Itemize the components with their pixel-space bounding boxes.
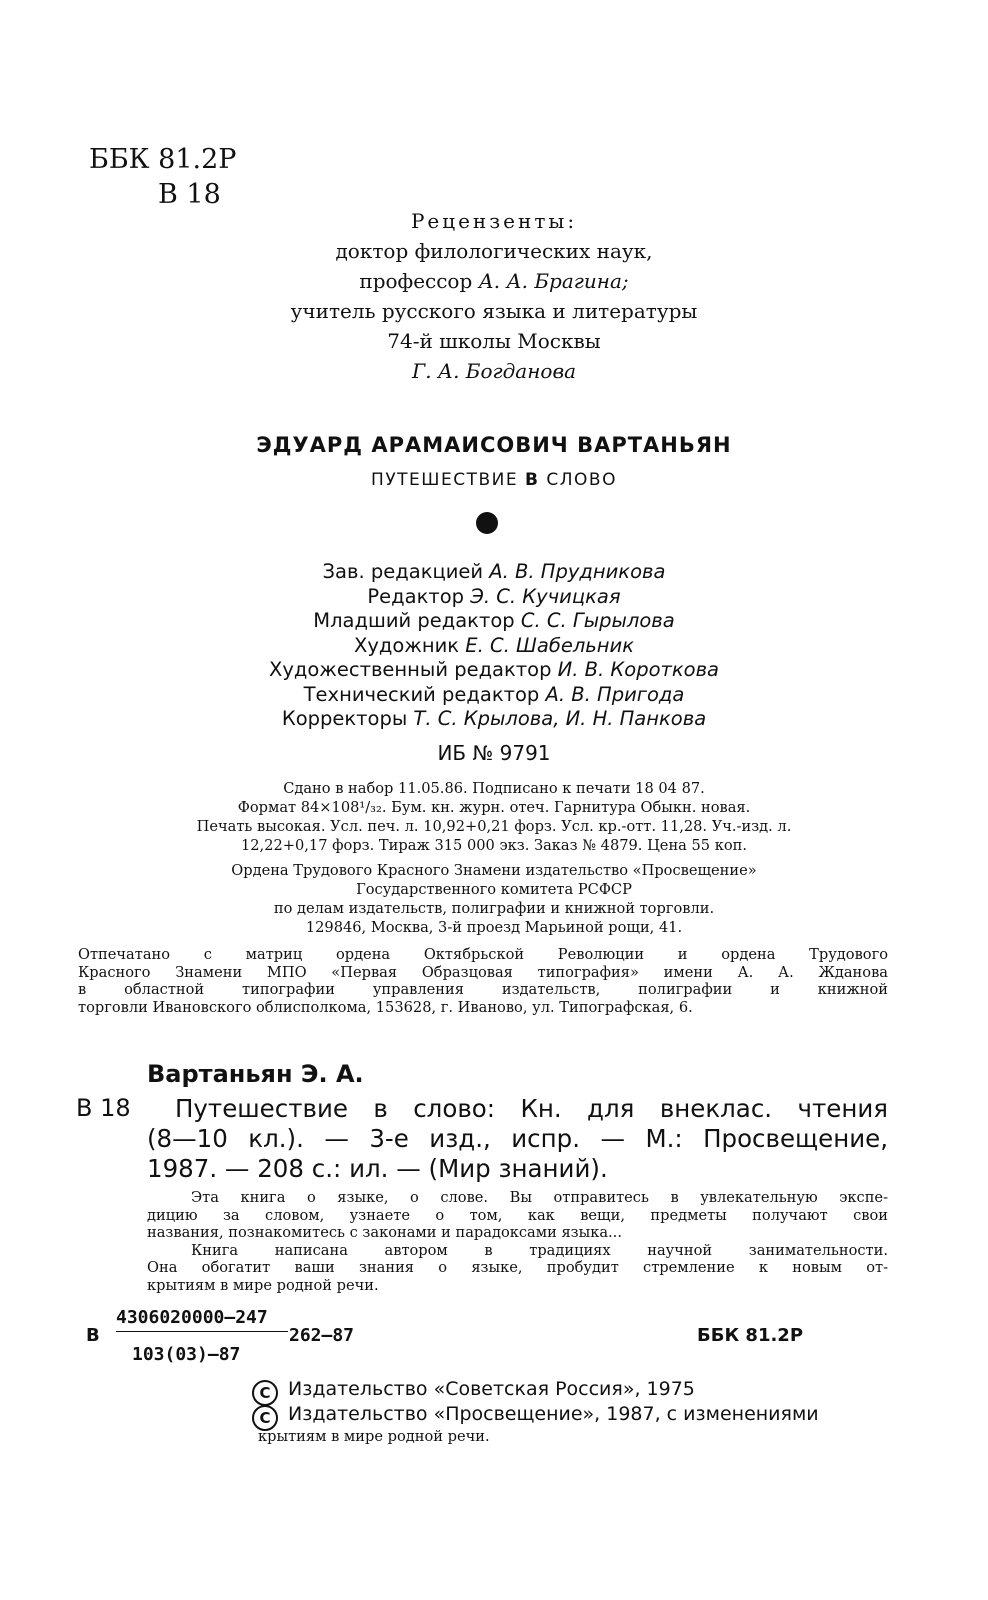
- printing-block: [78, 946, 888, 1016]
- reviewer-1-name: А. А. Брагина;: [478, 269, 629, 293]
- imprint-block: [0, 779, 988, 855]
- reviewers-block: [0, 206, 988, 386]
- copyright-icon: C: [252, 1380, 278, 1406]
- card-line: (8—10 кл.). — 3-е изд., испр. — М.: Просвещение,: [147, 1124, 888, 1153]
- card-description: [147, 1094, 888, 1184]
- staff-role: Технический редактор: [303, 682, 546, 706]
- annotation-line: Она обогатит ваши знания о языке, пробудит стремление к новым от-: [147, 1259, 888, 1276]
- copyright-text: Издательство «Советская Россия», 1975: [288, 1378, 695, 1400]
- book-author: ЭДУАРД АРАМАИСОВИЧ ВАРТАНЬЯН: [256, 433, 732, 457]
- reviewer-1-line: [0, 266, 988, 296]
- annotation-line: крытиям в мире родной речи.: [147, 1276, 379, 1294]
- staff-name: А. В. Прудникова: [489, 560, 666, 583]
- reviewers-heading: Рецензенты:: [410, 209, 578, 233]
- printing-line: торговли Ивановского облисполкома, 153628, г. Иваново, ул. Типографская, 6.: [78, 998, 693, 1016]
- book-title-part2: В: [525, 470, 540, 490]
- bbk-label: ББК 81.2Р: [89, 144, 237, 175]
- staff-row: [0, 560, 988, 585]
- staff-name: Т. С. Крылова, И. Н. Панкова: [413, 707, 707, 730]
- book-title-part3: СЛОВО: [539, 470, 617, 490]
- annotation-line: названия, познакомитесь с законами и парадоксами языка...: [147, 1224, 622, 1241]
- copyright-line-3: крытиям в мире родной речи.: [258, 1428, 490, 1445]
- annotation-line: дицию за словом, узнаете о том, как вещи, предметы получают свои: [147, 1206, 888, 1224]
- catalog-tail: 262—87: [289, 1325, 355, 1346]
- bullet-icon: [476, 512, 498, 534]
- copyright-line-2: [252, 1403, 819, 1431]
- catalog-numerator: 4306020000—247: [116, 1307, 268, 1328]
- staff-row: [0, 707, 988, 732]
- printing-line: в областной типографии управления издательств, полиграфии и книжной: [78, 981, 888, 998]
- reviewer-2-name: Г. А. Богданова: [411, 359, 577, 383]
- imprint-line: Сдано в набор 11.05.86. Подписано к печати 18 04 87.: [283, 780, 705, 797]
- staff-role: Зав. редакцией: [322, 560, 490, 583]
- book-title: [0, 470, 988, 490]
- imprint-line: Формат 84×108¹/₃₂. Бум. кн. журн. отеч. Гарнитура Обыкн. новая.: [237, 799, 751, 816]
- printing-line: Отпечатано с матриц ордена Октябрьской Революции и ордена Трудового: [78, 946, 888, 963]
- staff-role: Художник: [354, 633, 466, 657]
- staff-row: [0, 683, 988, 708]
- staff-row: [0, 609, 988, 634]
- annotation-line: Эта книга о языке, о слове. Вы отправитесь в увлекательную экспе-: [191, 1189, 888, 1206]
- printing-line: Красного Знамени МПО «Первая Образцовая типография» имени А. А. Жданова: [78, 963, 888, 981]
- card-line: 1987. — 208 с.: ил. — (Мир знаний).: [147, 1154, 608, 1183]
- catalog-denominator: 103(03)—87: [132, 1344, 241, 1365]
- staff-block: [0, 560, 988, 732]
- card-author: Вартаньян Э. А.: [147, 1060, 364, 1088]
- staff-name: И. В. Короткова: [557, 658, 720, 681]
- copyright-icon: C: [252, 1405, 278, 1431]
- staff-role: Корректоры: [281, 707, 414, 730]
- publisher-line: Ордена Трудового Красного Знамени издательство «Просвещение»: [231, 862, 757, 879]
- reviewer-1-title: профессор: [359, 269, 479, 293]
- bbk-code: В 18: [158, 179, 221, 210]
- ib-number: ИБ № 9791: [437, 741, 551, 765]
- staff-row: [0, 585, 988, 610]
- publisher-line: по делам издательств, полиграфии и книжной торговли.: [273, 900, 715, 917]
- imprint-line: Печать высокая. Усл. печ. л. 10,92+0,21 форз. Усл. кр.-отт. 11,28. Уч.-изд. л.: [196, 818, 792, 835]
- catalog-fraction-line: [116, 1331, 288, 1332]
- publisher-block: [0, 861, 988, 937]
- staff-name: А. В. Пригода: [545, 682, 685, 706]
- book-title-part1: ПУТЕШЕСТВИЕ: [371, 470, 525, 490]
- reviewer-2-school: 74-й школы Москвы: [387, 329, 601, 353]
- reviewer-1-degree: доктор филологических наук,: [335, 239, 653, 263]
- staff-name: С. С. Гырылова: [520, 609, 675, 632]
- staff-name: Э. С. Кучицкая: [470, 584, 621, 608]
- copyright-line-1: [252, 1378, 695, 1406]
- annotation-line: Книга написана автором в традициях научной занимательности.: [191, 1241, 888, 1259]
- annotation: [147, 1189, 888, 1294]
- staff-row: [0, 634, 988, 659]
- staff-row: [0, 658, 988, 683]
- staff-role: Художественный редактор: [268, 658, 558, 681]
- catalog-letter: В: [86, 1325, 100, 1346]
- staff-name: Е. С. Шабельник: [465, 633, 634, 657]
- copyright-text: Издательство «Просвещение», 1987, с изменениями: [288, 1403, 819, 1425]
- imprint-line: 12,22+0,17 форз. Тираж 315 000 экз. Заказ № 4879. Цена 55 коп.: [240, 837, 747, 854]
- card-line: Путешествие в слово: Кн. для внеклас. чтения: [175, 1094, 888, 1123]
- publisher-line: 129846, Москва, 3-й проезд Марьиной рощи, 41.: [305, 919, 683, 936]
- staff-role: Младший редактор: [313, 609, 521, 632]
- card-code: В 18: [76, 1094, 131, 1122]
- catalog-bbk: ББК 81.2Р: [697, 1325, 804, 1346]
- publisher-line: Государственного комитета РСФСР: [356, 881, 632, 898]
- reviewer-2-title: учитель русского языка и литературы: [290, 299, 698, 323]
- staff-role: Редактор: [367, 584, 471, 608]
